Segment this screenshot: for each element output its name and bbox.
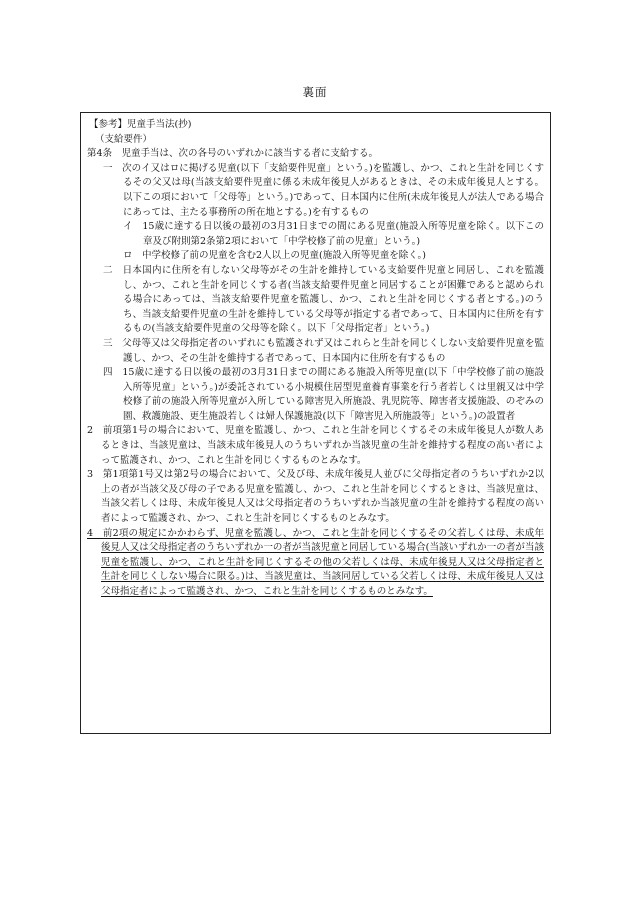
article-item-4: 四 15歳に達する日以後の最初の3月31日までの間にある施設入所等児童(以下「中学校修了前の施設入所等児童」という。)が委託されている小規模住居型児童養育事業を行う者若しくは里親又は中学校修了前の施設入所等児童が入所している障害児入所施設、乳児院等、障害者支援施設、のぞみの園、救護施設、更生施設若しくは婦人保護施設(以下「障害児入所施設等」という。)の設置者 [103, 367, 544, 422]
article-subitem-ro: ロ 中学校修了前の児童を含む2人以上の児童(施設入所等児童を除く。) [123, 250, 427, 262]
article-item-1: 一 次のイ又はロに掲げる児童(以下「支給要件児童」という。)を監護し、かつ、これと生計を同じくするその父又は母(当該支給要件児童に係る未成年後見人があるときは、その未成年後見人とする。以下この項において「父母等」という。)であって、日本国内に住所(未成年後見人が法人である場合にあっては、主たる事務所の所在地とする。)を有するもの [103, 162, 544, 218]
article-paragraph-4 [87, 527, 544, 600]
page-heading: 裏面 [302, 85, 328, 99]
article-paragraph-2: 2 前項第1号の場合において、児童を監護し、かつ、これと生計を同じくするその未成年後見人が数人あるときは、当該児童は、当該未成年後見人のうちいずれか当該児童の生計を維持する程度の高い者によって監護され、かつ、これと生計を同じくするものとみなす。 [87, 425, 544, 466]
article-caption: （支給要件） [95, 133, 153, 145]
article-item-3: 三 父母等又は父母指定者のいずれにも監護されず又はこれらと生計を同じくしない支給要件児童を監護し、かつ、その生計を維持する者であって、日本国内に住所を有するもの [103, 337, 544, 364]
article-paragraph-3: 3 第1項第1号又は第2号の場合において、父及び母、未成年後見人並びに父母指定者のうちいずれか2以上の者が当該父及び母の子である児童を監護し、かつ、これと生計を同じくするときは、当該児童は、当該父若しくは母、未成年後見人又は父母指定者のうちいずれか当該児童の生計を維持する程度の高い者によって監護され、かつ、これと生計を同じくするものとみなす。 [87, 469, 544, 525]
law-excerpt-box [80, 112, 551, 734]
article-heading: 第4条 児童手当は、次の各号のいずれかに該当する者に支給する。 [87, 148, 379, 160]
article-subitem-i: イ 15歳に達する日以後の最初の3月31日までの間にある児童(施設入所等児童を除く。以下この章及び附則第2条第2項において「中学校修了前の児童」という。) [123, 221, 544, 247]
article-paragraph-4-text: 4 前2項の規定にかかわらず、児童を監護し、かつ、これと生計を同じくするその父若しくは母、未成年後見人又は父母指定者のうちいずれか一の者が当該児童と同居している場合(当該いずれか一の者が当該児童を監護し、かつ、これと生計を同じくするその他の父若しくは母、未成年後見人又は父母指定者と生計を同じくしない場合に限る。)は、当該児童は、当該同居している父若しくは母、未成年後見人又は父母指定者によって監護され、かつ、これと生計を同じくするものとみなす。 [87, 527, 544, 597]
excerpt-title: 【参考】児童手当法(抄) [89, 119, 192, 130]
article-item-2: 二 日本国内に住所を有しない父母等がその生計を維持している支給要件児童と同居し、これを監護し、かつ、これと生計を同じくする者(当該支給要件児童と同居することが困難であると認められる場合にあっては、当該支給要件児童を監護し、かつ、これと生計を同じくする者とする。)のうち、当該支給要件児童の生計を維持している父母等が指定する者であって、日本国内に住所を有するもの(当該支給要件児童の父母等を除く。以下「父母指定者」という。) [103, 264, 544, 335]
